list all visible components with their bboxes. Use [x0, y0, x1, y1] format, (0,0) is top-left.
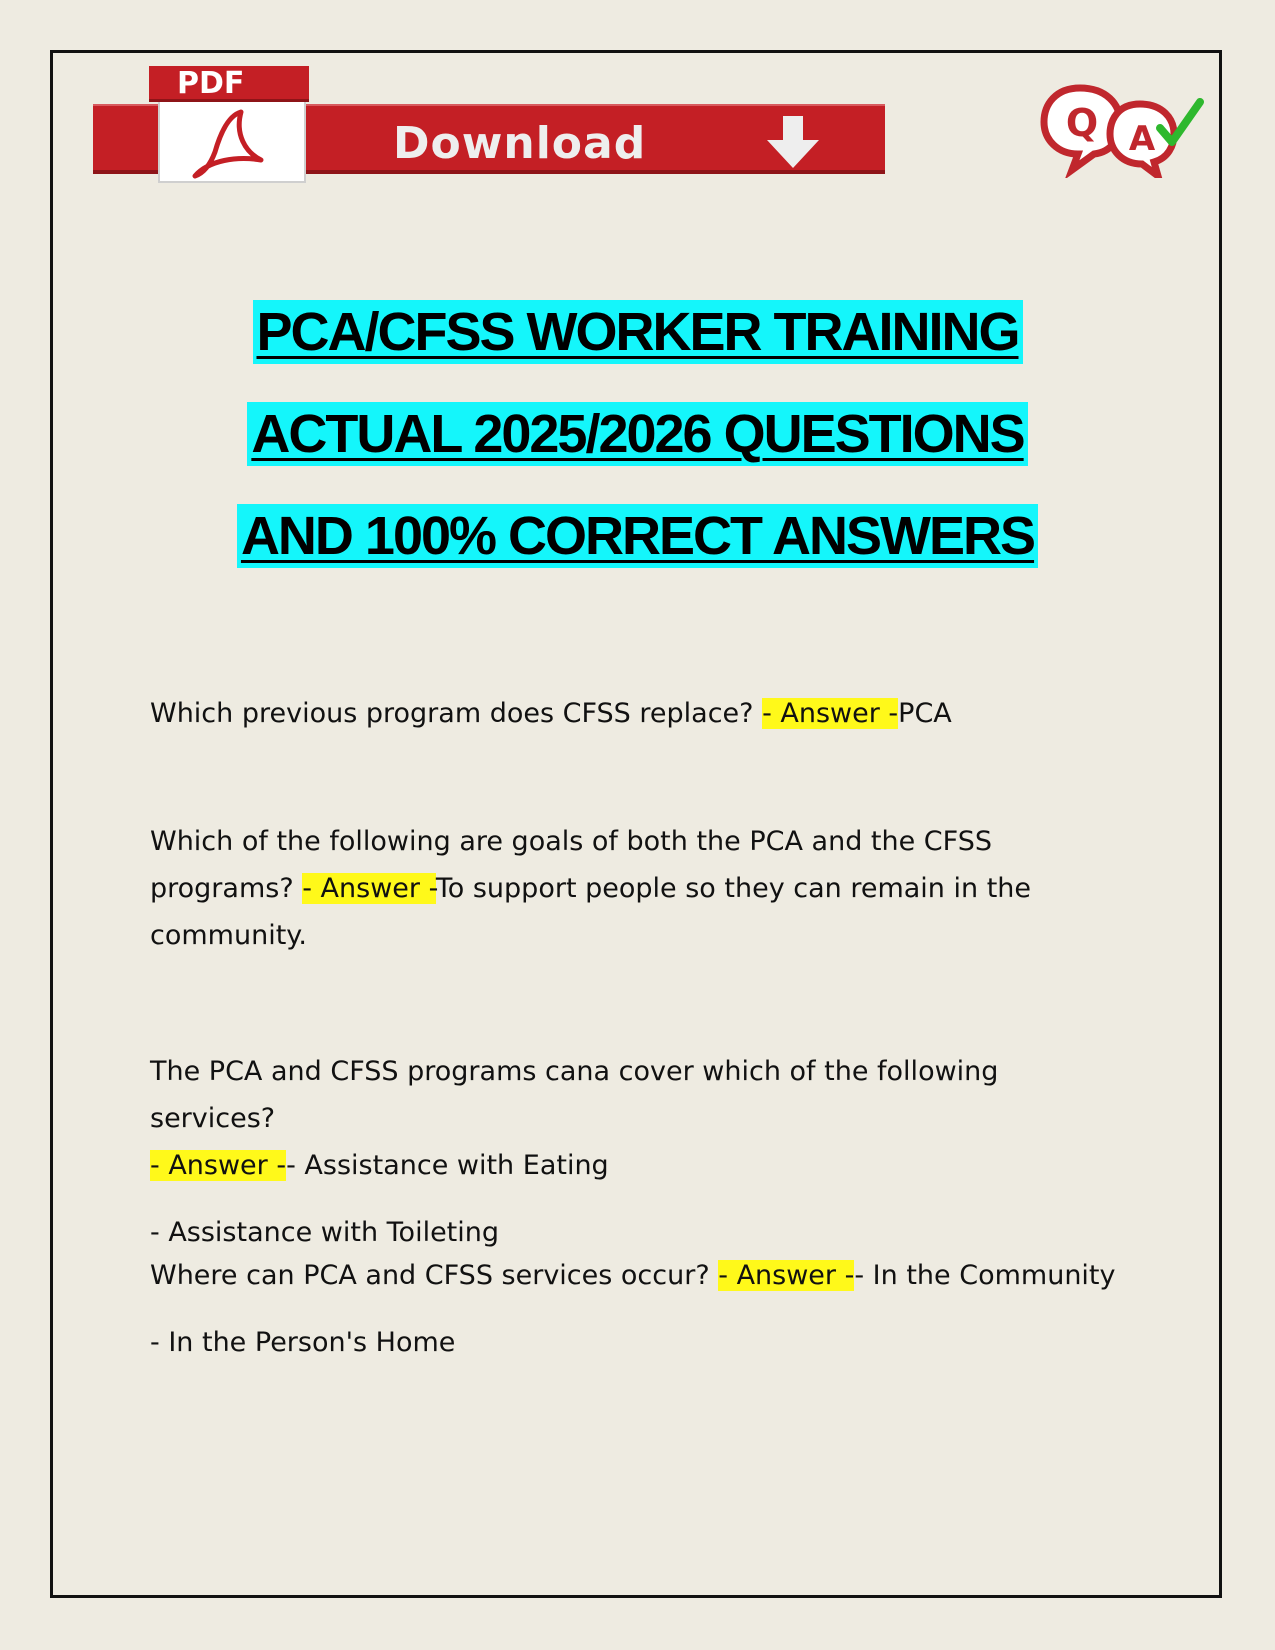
answer-marker: - Answer - — [302, 873, 436, 904]
download-label: Download — [393, 118, 647, 169]
logo-a: A — [1128, 119, 1156, 159]
answer-extra: - In the Person's Home — [150, 1327, 456, 1358]
title-line-1: PCA/CFSS WORKER TRAINING — [253, 300, 1023, 364]
question-text: Which previous program does CFSS replace? — [150, 698, 763, 729]
answer-text: - Assistance with Eating — [286, 1150, 609, 1181]
pdf-tag: PDF — [149, 66, 309, 102]
qa-item-1 — [150, 690, 952, 737]
question-text-cont: programs? — [150, 873, 303, 904]
title-line-3: AND 100% CORRECT ANSWERS — [237, 504, 1038, 568]
question-text: Which of the following are goals of both the PCA and the CFSS — [150, 826, 992, 857]
answer-text-cont: community. — [150, 920, 307, 951]
qa-item-4 — [150, 1252, 1116, 1366]
answer-marker: - Answer - — [762, 698, 899, 729]
download-arrow-icon — [763, 114, 823, 175]
answer-text: - In the Community — [854, 1260, 1116, 1291]
question-text: The PCA and CFSS programs cana cover which of the following services? — [150, 1056, 999, 1134]
answer-text: PCA — [898, 698, 952, 729]
answer-text: To support people so they can remain in the — [435, 873, 1032, 904]
question-text: Where can PCA and CFSS services occur? — [150, 1260, 719, 1291]
logo-q: Q — [1065, 101, 1099, 145]
answer-marker: - Answer - — [718, 1260, 855, 1291]
qa-item-3 — [150, 1048, 1130, 1256]
pdf-download-banner[interactable] — [93, 60, 885, 184]
qa-logo-icon — [1040, 78, 1210, 183]
pdf-document-icon — [149, 60, 309, 184]
answer-marker: - Answer - — [150, 1150, 287, 1181]
document-title — [0, 300, 1275, 606]
qa-item-2 — [150, 818, 1031, 959]
answer-extra: - Assistance with Toileting — [150, 1217, 500, 1248]
title-line-2: ACTUAL 2025/2026 QUESTIONS — [247, 402, 1027, 466]
